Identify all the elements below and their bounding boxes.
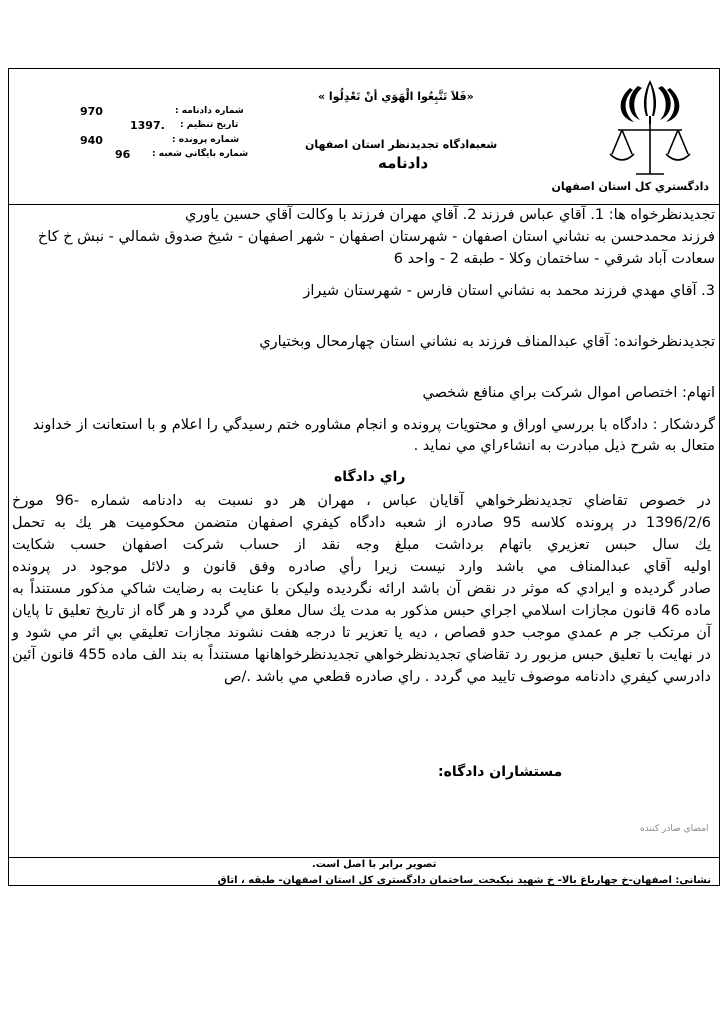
verdict-line: صادر گرديده و ايرادي كه موثر در نقض آن باشد ارائه نگرديده وليكن با عنايت به رضايت شاكي مذكور مستنداً به	[12, 581, 711, 597]
judgment-number-label: شماره دادنامه :	[175, 106, 244, 116]
verdict-line: آن مرتكب جر م عمدي موجب حدو قصاص ، ديه يا تعزير تا درجه هفت نشوند مجازات تعليقي بي اثر مي شود و	[12, 625, 711, 641]
verdict-heading: راي دادگاه	[334, 469, 406, 485]
case-number-label: شماره پرونده :	[172, 135, 240, 145]
charge: اتهام: اختصاص اموال شركت براي منافع شخصي	[422, 385, 715, 401]
iran-emblem-icon	[600, 74, 700, 184]
copy-note: تصوير برابر با اصل است.	[312, 859, 437, 870]
verdict-line: 1396/2/6 در پرونده كلاسه 95 صادره از شعبه دادگاه كيفري اصفهان متضمن محكوميت هر يك به تحمل	[12, 515, 711, 531]
archive-number-value: 96	[115, 148, 131, 161]
header-divider	[8, 204, 720, 205]
case-number-value: 940	[80, 134, 103, 147]
recital-line-2: متعال به شرح ذيل مبادرت به انشاءراي مي نمايد .	[413, 438, 715, 454]
branch-label: شعبه	[469, 138, 498, 151]
judgment-number-value: 970	[80, 105, 103, 118]
respondent: تجديدنظرخوانده: آقاي عبدالمناف فرزند به نشاني استان چهارمحال وبختياري	[259, 334, 715, 350]
appellant-3: 3. آقاي مهدي فرزند محمد به نشاني استان فارس - شهرستان شيراز	[303, 283, 715, 299]
counselors-label: مستشاران دادگاه:	[438, 764, 563, 780]
document-title: دادنامه	[378, 154, 429, 172]
verdict-line: در نهايت با تعليق حبس مزبور رد تقاضاي تجديدنظرخواهي تجديدنظرخواهانها مستنداً به بند الف ماده 455 قانون آئين	[12, 647, 711, 663]
verdict-line: يك سال حبس تعزيري باتهام برداشت مبلغ وجه نقد از حساب شركت اصفهان حسب شكايت	[12, 537, 711, 553]
footer-divider	[8, 857, 720, 858]
quran-verse: «فَلاَ تَتَّبِعُوا الْهَوَي أنْ تَعْدِلُوا »	[318, 90, 474, 103]
appellants-line-3: سعادت آباد شرقي - ساختمان وكلا - طبقه 2 - واحد 6	[393, 251, 715, 267]
recital-line-1: گردشكار : دادگاه با بررسي اوراق و محتويات پرونده و انجام مشاوره ختم رسيدگي را اعلام و با استعانت از خداوند	[32, 417, 715, 433]
footer-address: نشاني: اصفهان-خ چهارباغ بالا- خ شهيد نيكبخت_ساختمان دادگستري كل استان اصفهان- طبقه ، اتاق	[217, 875, 711, 886]
archive-number-label: شماره بايگاني شعبه :	[152, 149, 249, 159]
court-name: دادگاه تجديدنظر استان اصفهان	[305, 138, 475, 151]
verdict-line: اوليه آقاي عبدالمناف مي باشد وارد نيست زيرا رأي صادره وفق قانون و دلائل موجود در پرونده	[12, 559, 711, 575]
date-label: تاريخ تنظيم :	[180, 120, 239, 130]
appellants-line-2: فرزند محمدحسن به نشاني استان اصفهان - شهرستان اصفهان - شهر اصفهان - شيخ صدوق شمالي - نبش خ كاخ	[37, 229, 715, 245]
verdict-line: ماده 46 قانون مجازات اسلامي اجراي حبس مذكور به مدت يك سال معلق مي گردد و هر گاه از تاريخ تعليق تا پايان	[12, 603, 711, 619]
date-value: 1397.	[130, 119, 165, 132]
issuer-signature-label: امضاي صادر كننده	[640, 824, 709, 834]
appellants-line-1: تجديدنظرخواه ها: 1. آقاي عباس فرزند 2. آقاي مهران فرزند با وكالت آقاي حسين ياوري	[184, 207, 715, 223]
verdict-line: در خصوص تقاضاي تجديدنظرخواهي آقايان عباس ، مهران هر دو نسبت به دادنامه شماره -96 مورخ	[12, 493, 711, 509]
verdict-line: دادرسي كيفري دادنامه موصوف تاييد مي گردد . راي صادره قطعي مي باشد ./ص	[223, 669, 711, 685]
emblem-caption: دادگستري كل استان اصفهان	[551, 180, 709, 193]
